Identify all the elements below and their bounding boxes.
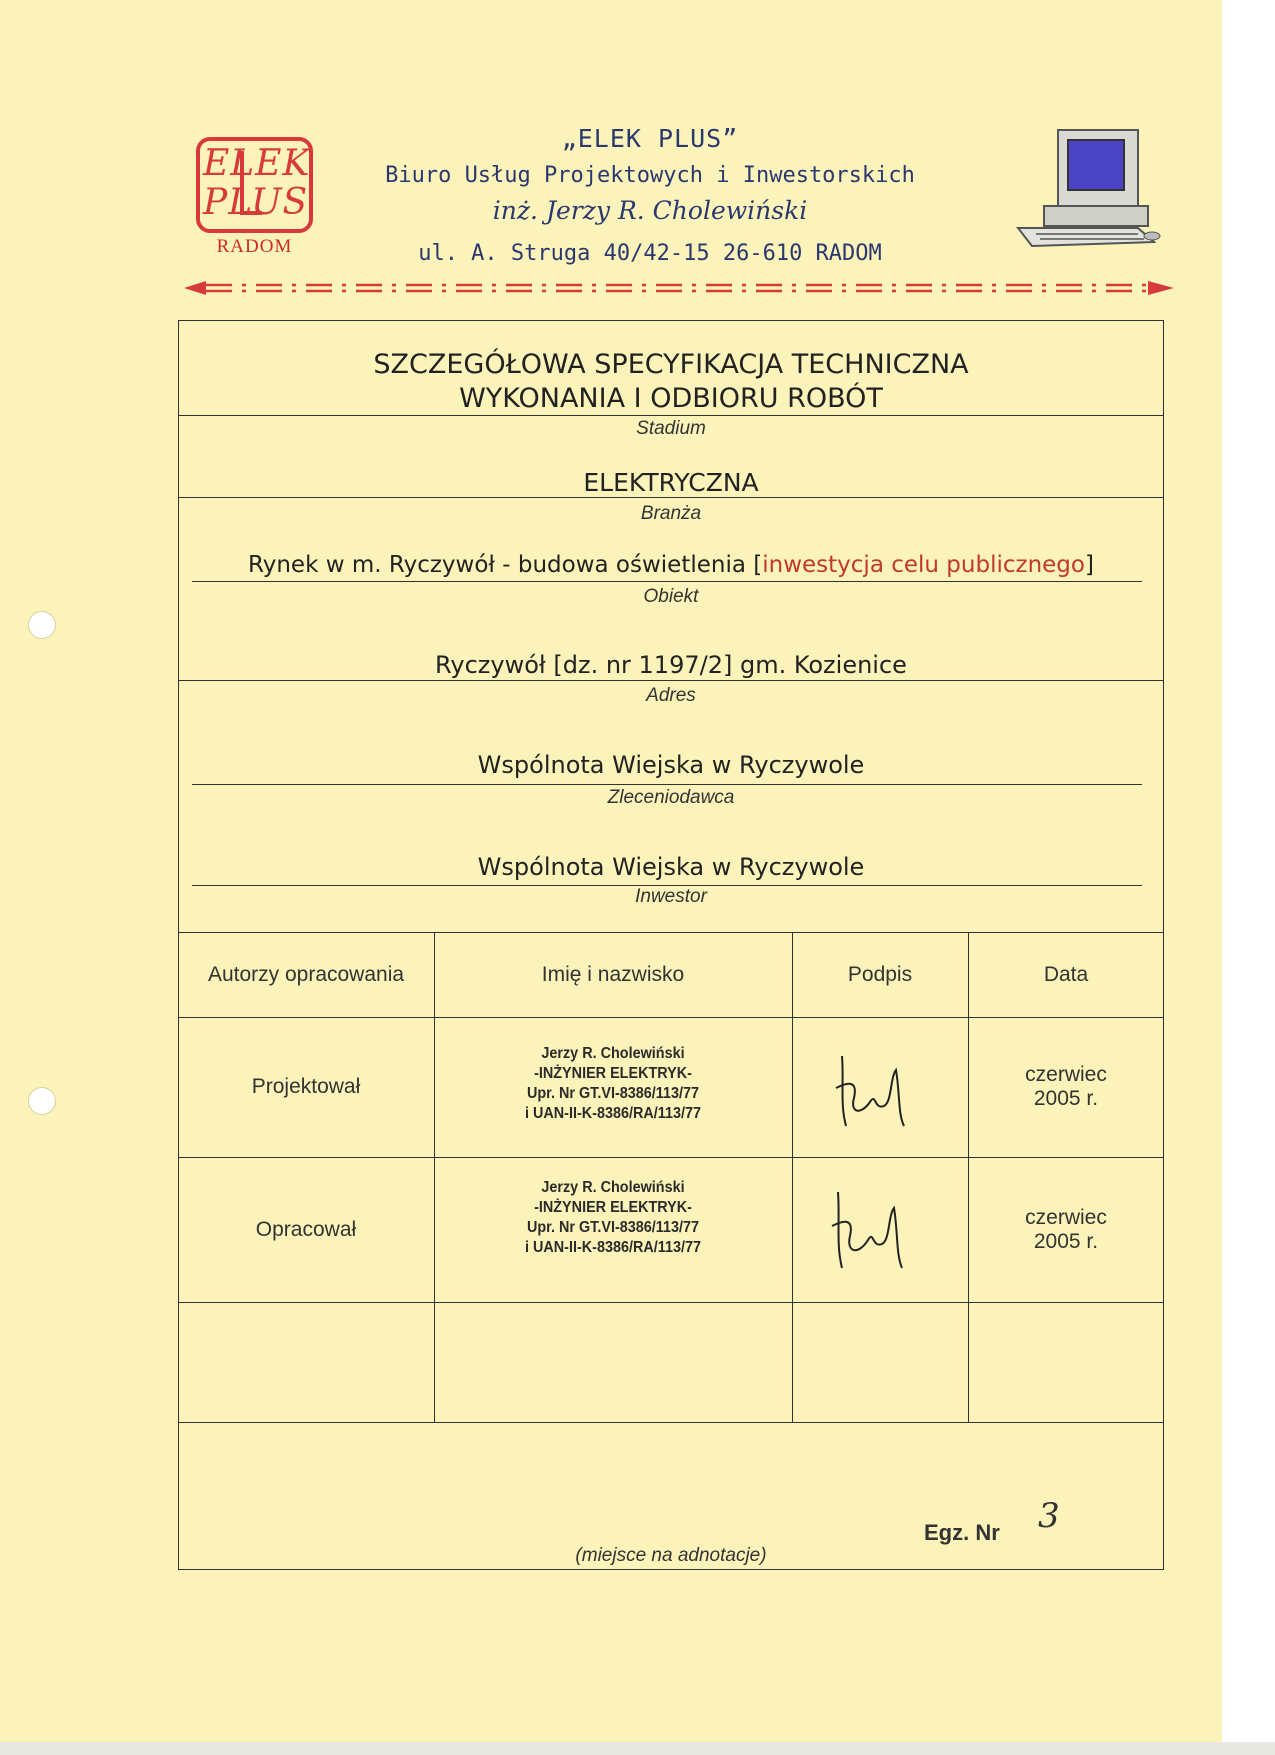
object-value: [178, 552, 1164, 578]
company-name: „ELEK PLUS”: [561, 124, 739, 153]
scan-bottom-edge: [0, 1742, 1275, 1755]
object-value-end: ]: [1084, 552, 1094, 578]
table-bottom-border: [178, 1422, 1164, 1423]
punch-hole-bottom: [28, 1087, 56, 1115]
stamp-line: Jerzy R. Cholewiński: [541, 1045, 685, 1062]
header-authors: Autorzy opracowania: [207, 962, 405, 986]
row1-date-year: 2005 r.: [1033, 1087, 1099, 1110]
header-divider-arrow: [184, 280, 1174, 296]
object-value-highlight: inwestycja celu publicznego: [762, 552, 1085, 578]
paper-edge: [1222, 0, 1275, 1755]
object-value-main: Rynek w m. Ryczywół - budowa oświetlenia [: [248, 552, 763, 578]
client-label: Zleceniodawca: [607, 787, 735, 808]
divider-object: [192, 581, 1142, 582]
header-date: Data: [1043, 962, 1089, 986]
row2-role: Opracował: [255, 1217, 357, 1241]
client-value: Wspólnota Wiejska w Ryczywole: [477, 751, 865, 779]
stamp-line: Upr. Nr GT.VI-8386/113/77: [526, 1219, 700, 1236]
row1-signature: [830, 1042, 930, 1134]
stamp-line: i UAN-II-K-8386/RA/113/77: [524, 1105, 702, 1122]
row1-stamp: [452, 1044, 774, 1124]
logo-city: RADOM: [216, 236, 293, 257]
row1-date: [968, 1017, 1164, 1157]
company-subtitle: Biuro Usług Projektowych i Inwestorskich: [385, 163, 915, 188]
annotation-label: (miejsce na adnotacje): [575, 1545, 767, 1566]
address-value: Ryczywół [dz. nr 1197/2] gm. Kozienice: [435, 651, 907, 679]
logo-text-elek: ELEK: [203, 143, 311, 184]
investor-value: Wspólnota Wiejska w Ryczywole: [477, 853, 865, 881]
row2-stamp: [452, 1178, 774, 1258]
row2-date-month: czerwiec: [1025, 1205, 1107, 1229]
stamp-line: Upr. Nr GT.VI-8386/113/77: [526, 1085, 700, 1102]
stamp-line: -INŻYNIER ELEKTRYK-: [534, 1199, 692, 1216]
copy-number-label: Egz. Nr: [924, 1520, 1000, 1545]
branch-value: ELEKTRYCZNA: [583, 468, 759, 497]
stadium-label: Stadium: [636, 418, 706, 439]
row1-date-month: czerwiec: [1025, 1063, 1107, 1086]
investor-label: Inwestor: [635, 886, 707, 907]
divider-client: [192, 784, 1142, 785]
engineer-name: inż. Jerzy R. Cholewiński: [492, 196, 808, 225]
row2-date-year: 2005 r.: [1033, 1229, 1099, 1253]
punch-hole-top: [28, 611, 56, 639]
title-line-2: WYKONANIA I ODBIORU ROBÓT: [459, 383, 883, 414]
copy-number-value: 3: [1038, 1496, 1060, 1536]
header-signature: Podpis: [847, 962, 913, 986]
row2-date: [968, 1157, 1164, 1302]
stamp-line: -INŻYNIER ELEKTRYK-: [534, 1065, 692, 1082]
divider-stadium: [178, 415, 1164, 416]
object-label: Obiekt: [643, 586, 699, 607]
stamp-line: i UAN-II-K-8386/RA/113/77: [524, 1239, 702, 1256]
logo-text-plus: PLUS: [203, 182, 309, 223]
row2-signature: [826, 1182, 926, 1274]
row1-role: Projektował: [251, 1075, 361, 1098]
company-address: ul. A. Struga 40/42-15 26-610 RADOM: [418, 241, 882, 266]
header-name: Imię i nazwisko: [541, 962, 685, 986]
divider-branch: [178, 497, 1164, 498]
desktop-computer-icon: [1010, 124, 1162, 252]
divider-address: [178, 680, 1164, 681]
title-line-1: SZCZEGÓŁOWA SPECYFIKACJA TECHNICZNA: [373, 349, 969, 380]
address-label: Adres: [646, 685, 696, 706]
branch-label: Branża: [640, 503, 702, 524]
table-row2-border: [178, 1302, 1164, 1303]
stamp-line: Jerzy R. Cholewiński: [541, 1179, 685, 1196]
